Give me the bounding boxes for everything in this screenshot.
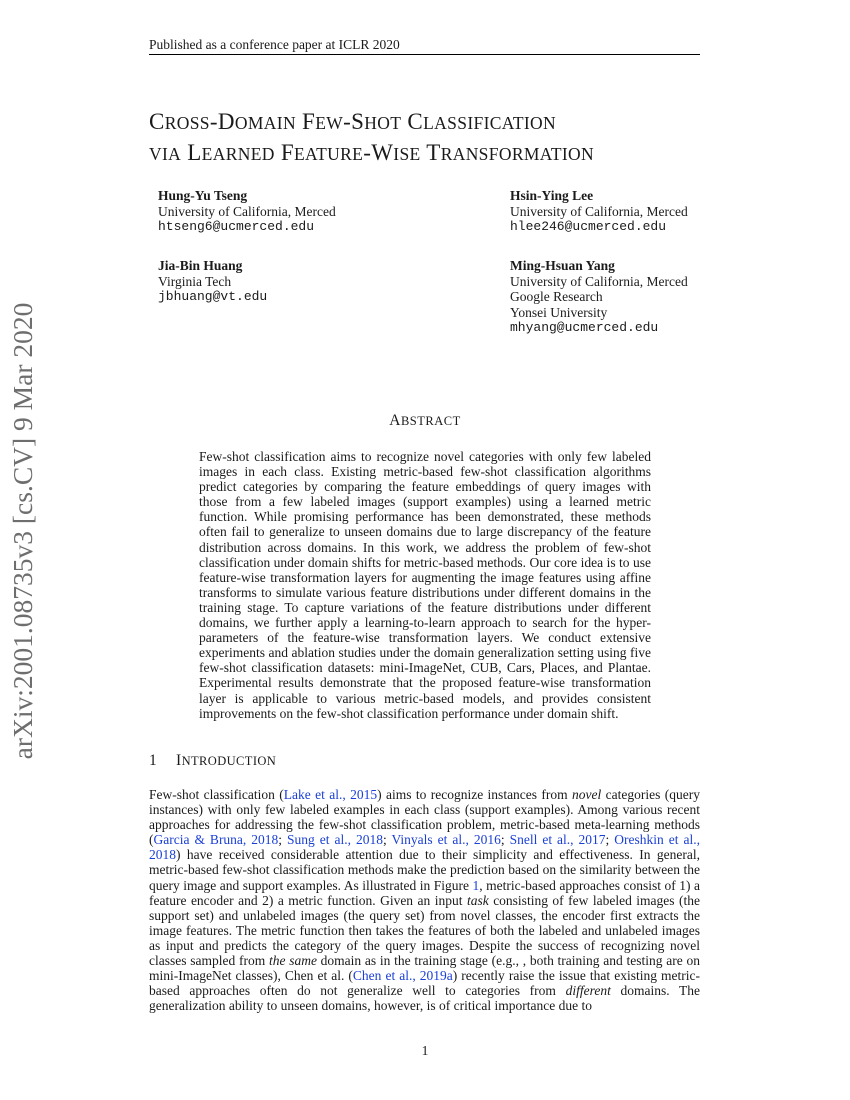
abstract-heading-rest: BSTRACT — [400, 414, 461, 428]
abstract-heading — [0, 412, 850, 430]
title-smallcaps: HOT — [364, 113, 402, 133]
section-number: 1 — [149, 752, 158, 769]
author-affiliation: University of California, Merced — [510, 203, 688, 219]
body-text: ) recently raise the issue that existing metric-based approaches often do not generalize well to categories from — [149, 968, 700, 999]
author-affiliation: Virginia Tech — [158, 273, 232, 289]
paper-title — [149, 107, 749, 169]
citation-link[interactable]: 1 — [472, 877, 480, 893]
author-affiliation: University of California, Merced — [158, 203, 336, 219]
body-text: ; — [500, 832, 510, 848]
emphasis-text: the same — [268, 953, 317, 969]
section-title-rest: NTRODUCTION — [181, 754, 277, 768]
author-block — [158, 258, 267, 305]
author-email[interactable]: hlee246@ucmerced.edu — [510, 219, 667, 234]
title-capital: C — [407, 109, 424, 134]
title-smallcaps: LASSIFICATION — [423, 113, 557, 133]
running-header: Published as a conference paper at ICLR 2020 — [149, 37, 400, 52]
author-block — [510, 258, 688, 336]
body-text: domains. The generalization ability to unseen domains, however, is of critical importance due to — [149, 983, 700, 1014]
body-text: ) have received considerable attention due to their simplicity and effectiveness. In general, metric-based few-shot classification methods make the prediction based on the similarity between the query image and support examples. As illustrated in Figure — [149, 847, 700, 893]
author-block — [510, 188, 688, 235]
author-email[interactable]: htseng6@ucmerced.edu — [158, 219, 315, 234]
title-capital: L — [187, 140, 202, 165]
body-text: ) aims to recognize instances from — [377, 787, 573, 802]
title-smallcaps: ROSS — [164, 113, 210, 133]
section-heading-introduction — [149, 752, 276, 770]
section-title-initial: I — [176, 752, 182, 769]
body-text: , metric-based approaches consist of 1) a feature encoder and 2) a metric function. Given an input — [149, 877, 700, 908]
emphasis-text: novel — [572, 787, 602, 802]
title-smallcaps: VIA — [149, 144, 182, 164]
author-email[interactable]: jbhuang@vt.edu — [158, 289, 268, 304]
citation-link[interactable]: Garcia & Bruna, 2018 — [153, 832, 279, 848]
abstract-body: Few-shot classification aims to recognize novel categories with only few labeled images in each class. Existing metric-based few-shot classification algorithms predict categories by comparing the feature embeddings of query images with those from a few labeled images (support examples) using a learned metric function. While promising performance has been demonstrated, these methods often fail to generalize to unseen domains due to large discrepancy of the feature distribution across domains. In this work, we address the problem of few-shot classification under domain shifts for metric-based methods. Our core idea is to use feature-wise transformation layers for augmenting the image features using affine transforms to simulate various feature distributions under different domains in the training stage. To capture variations of the feature distributions under different domains, we further apply a learning-to-learn approach to search for the hyper-parameters of the feature-wise transformation layers. We conduct extensive experiments and ablation studies under the domain generalization setting using five few-shot classification datasets: mini-ImageNet, CUB, Cars, Places, and Plantae. Experimental results demonstrate that the proposed feature-wise transformation layer is applicable to various metric-based models, and provides consistent improvements on the few-shot classification performance under domain shift. — [199, 449, 651, 721]
title-capital: C — [149, 109, 165, 134]
abstract-heading-initial: A — [389, 412, 401, 429]
author-affiliation: Google Research — [510, 289, 603, 304]
author-name: Hung-Yu Tseng — [158, 188, 248, 203]
author-affiliation: Yonsei University — [510, 304, 608, 320]
citation-link[interactable]: Sung et al., 2018 — [287, 832, 383, 848]
title-line-2 — [149, 138, 749, 169]
title-separator: - — [363, 140, 372, 165]
citation-link[interactable]: Vinyals et al., 2016 — [391, 832, 501, 848]
author-block — [158, 188, 336, 235]
body-text: domain as in the training stage (e.g., , both training and testing are on mini-ImageNet classes), Chen et al. ( — [149, 953, 700, 984]
title-capital: S — [351, 109, 365, 134]
title-capital: T — [426, 140, 441, 165]
introduction-paragraph — [149, 787, 700, 1013]
title-capital: W — [371, 140, 394, 165]
author-affiliation: University of California, Merced — [510, 273, 688, 289]
body-text: ; — [605, 832, 615, 848]
citation-link[interactable]: Lake et al., 2015 — [283, 787, 378, 802]
citation-link[interactable]: Snell et al., 2017 — [509, 832, 606, 848]
body-text: categories (query instances) with only few labeled examples in each class (support examples). Among various recent approaches for addressing the few-shot classification problem, metric-based meta-learning methods ( — [149, 787, 701, 848]
author-name: Ming-Hsuan Yang — [510, 258, 615, 273]
emphasis-text: task — [466, 892, 489, 908]
body-text: ; — [278, 832, 288, 848]
author-name: Hsin-Ying Lee — [510, 188, 594, 203]
title-smallcaps: ISE — [393, 144, 421, 164]
title-separator: - — [343, 109, 352, 134]
author-name: Jia-Bin Huang — [158, 258, 243, 273]
header-rule — [149, 54, 700, 55]
citation-link[interactable]: Oreshkin et al., 2018 — [149, 832, 700, 863]
title-capital: F — [302, 109, 316, 134]
title-line-1 — [149, 107, 749, 138]
body-text: ; — [382, 832, 392, 848]
body-text: consisting of few labeled images (the support set) and unlabeled images (the query set) from novel classes, the encoder first extracts the image features. The metric function then takes the features of both the labeled and unlabeled images as input and predicts the category of the query images. Despite the success of recognizing novel classes sampled from — [149, 892, 700, 969]
arxiv-stamp-text[interactable]: arXiv:2001.08735v3 [cs.CV] 9 Mar 2020 — [7, 302, 38, 760]
emphasis-text: different — [565, 983, 611, 999]
arxiv-stamp — [8, 291, 38, 771]
citation-link[interactable]: Chen et al., 2019a — [352, 968, 453, 984]
page-number: 1 — [421, 1043, 429, 1058]
title-separator: - — [209, 109, 218, 134]
title-smallcaps: EARNED — [201, 144, 275, 164]
body-text: Few-shot classification ( — [149, 787, 284, 802]
author-email[interactable]: mhyang@ucmerced.edu — [510, 320, 659, 335]
title-smallcaps: OMAIN — [234, 113, 296, 133]
title-smallcaps: RANSFORMATION — [440, 144, 595, 164]
title-smallcaps: EW — [315, 113, 344, 133]
title-capital: D — [217, 109, 235, 134]
title-smallcaps: EATURE — [294, 144, 364, 164]
title-capital: F — [280, 140, 295, 165]
